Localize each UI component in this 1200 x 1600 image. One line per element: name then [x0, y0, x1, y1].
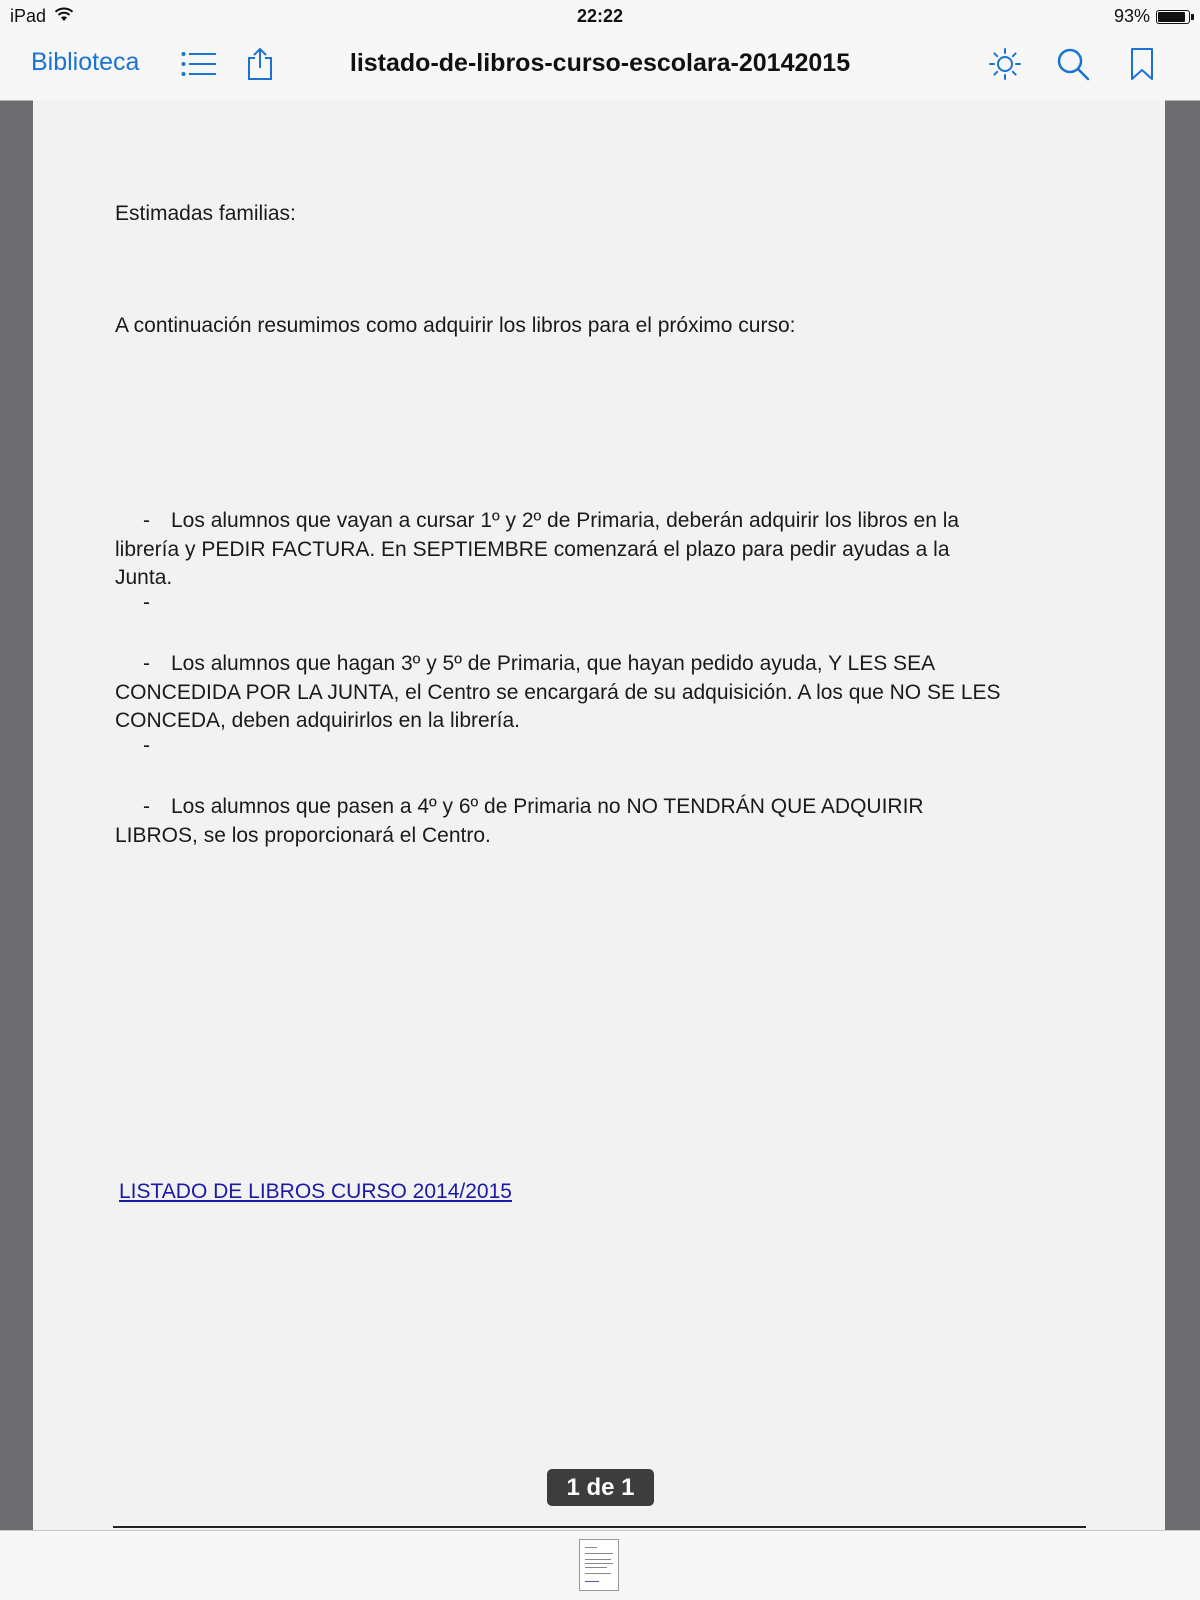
thumbnail-strip: [0, 1530, 1200, 1600]
bullet-text: librería y PEDIR FACTURA. En SEPTIEMBRE comenzará el plazo para pedir ayudas a la: [115, 537, 950, 561]
page-bottom-rule: [113, 1526, 1086, 1528]
list-icon[interactable]: [179, 44, 219, 84]
share-icon[interactable]: [240, 44, 280, 84]
bullet-text: LIBROS, se los proporcionará el Centro.: [115, 823, 491, 847]
bullet-item: [115, 507, 1095, 593]
empty-bullet-marker: -: [143, 591, 150, 614]
greeting-text: Estimadas familias:: [115, 202, 296, 225]
bullet-text: CONCEDA, deben adquirirlos en la librería.: [115, 709, 521, 732]
bullet-text: Los alumnos que pasen a 4º y 6º de Primaria no NO TENDRÁN QUE ADQUIRIR: [171, 795, 924, 818]
bookmark-icon[interactable]: [1122, 44, 1162, 84]
bullet-line: [115, 507, 1095, 536]
document-title: listado-de-libros-curso-escolara-20142015: [349, 49, 851, 77]
battery-icon: [1156, 10, 1190, 24]
brightness-icon[interactable]: [985, 44, 1025, 84]
bullet-text: CONCEDIDA POR LA JUNTA, el Centro se encargará de su adquisición. A los que NO SE LES: [115, 680, 1001, 704]
bullet-marker: -: [143, 795, 150, 818]
bullet-marker: -: [143, 652, 150, 675]
navigation-bar: [0, 32, 1200, 100]
bullet-item: [115, 650, 1095, 736]
battery-status: [1114, 6, 1190, 27]
empty-bullet-marker: -: [143, 734, 150, 757]
battery-percent: 93%: [1113, 6, 1150, 26]
bullet-line: [115, 793, 1095, 822]
device-name: iPad: [10, 6, 47, 26]
bullet-marker: -: [143, 509, 150, 532]
bullet-item: [115, 793, 1095, 850]
status-time: 22:22: [576, 6, 624, 26]
bullet-text: Junta.: [115, 566, 173, 589]
library-back-button[interactable]: Biblioteca: [31, 48, 140, 76]
search-icon[interactable]: [1053, 44, 1093, 84]
book-list-link[interactable]: LISTADO DE LIBROS CURSO 2014/2015: [119, 1180, 512, 1203]
bullet-text: Los alumnos que hagan 3º y 5º de Primaria, que hayan pedido ayuda, Y LES SEA: [171, 652, 936, 675]
page-thumbnail[interactable]: [579, 1539, 619, 1591]
page-indicator: 1 de 1: [547, 1469, 654, 1506]
bullet-text: Los alumnos que vayan a cursar 1º y 2º de Primaria, deberán adquirir los libros en la: [171, 509, 960, 532]
intro-text: A continuación resumimos como adquirir los libros para el próximo curso:: [115, 314, 796, 337]
top-bar: [0, 0, 1200, 101]
pdf-page: [33, 100, 1165, 1530]
status-bar: [0, 0, 1200, 32]
bullet-line: [115, 650, 1095, 679]
